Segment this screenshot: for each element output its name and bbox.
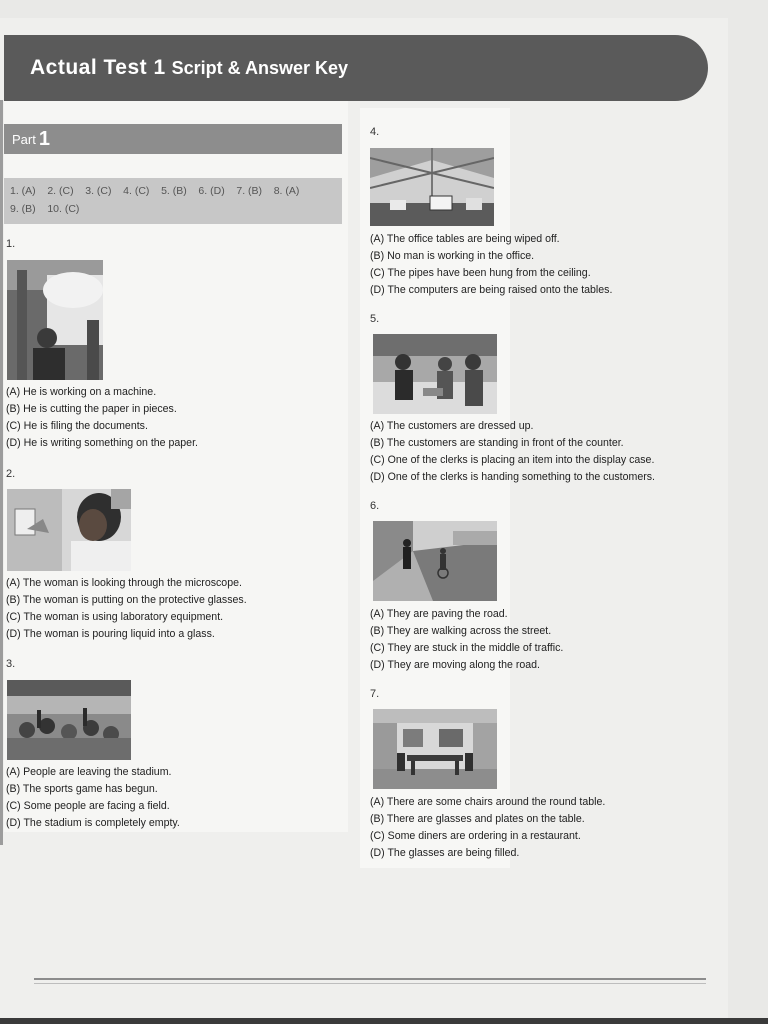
option: (C) One of the clerks is placing an item into the display case. — [370, 454, 655, 466]
part-number: 1 — [38, 127, 50, 150]
answer-key-box — [4, 178, 342, 224]
option: (D) The computers are being raised onto the tables. — [370, 284, 613, 296]
option: (A) People are leaving the stadium. — [6, 766, 172, 778]
question-6-options — [370, 606, 563, 674]
question-1-photo — [7, 260, 103, 380]
option: (C) The woman is using laboratory equipment. — [6, 611, 224, 623]
question-number: 4. — [370, 126, 380, 138]
question-number: 2. — [6, 468, 16, 480]
option: (C) The pipes have been hung from the ceiling. — [370, 267, 591, 279]
option: (C) They are stuck in the middle of traffic. — [370, 642, 564, 654]
question-4-photo — [370, 148, 494, 226]
option: (B) No man is working in the office. — [370, 250, 535, 262]
question-3-options — [6, 764, 180, 832]
question-1-options — [6, 384, 198, 452]
question-3-photo — [7, 680, 131, 760]
question-5-photo — [373, 334, 497, 414]
question-number: 7. — [370, 688, 380, 700]
question-7-photo — [373, 709, 497, 789]
answer-key-line-2: 9. (B) 10. (C) — [10, 203, 80, 215]
header-banner — [4, 35, 708, 101]
footer-rule — [34, 978, 706, 980]
question-4-options — [370, 231, 612, 299]
part-label: Part — [12, 131, 36, 147]
question-5-options — [370, 418, 655, 486]
option: (B) They are walking across the street. — [370, 625, 552, 637]
option: (B) The customers are standing in front of the counter. — [370, 437, 624, 449]
option: (A) The office tables are being wiped off. — [370, 233, 560, 245]
option: (D) The stadium is completely empty. — [6, 817, 180, 829]
option: (D) The glasses are being filled. — [370, 847, 520, 859]
binding-edge — [0, 100, 3, 845]
option: (B) The sports game has begun. — [6, 783, 158, 795]
answer-key-line-1: 1. (A) 2. (C) 3. (C) 4. (C) 5. (B) 6. (D) 7. (B) 8. (A) — [10, 185, 300, 197]
question-7-options — [370, 794, 605, 862]
question-number: 6. — [370, 500, 380, 512]
part-heading — [4, 124, 342, 154]
option: (C) He is filing the documents. — [6, 420, 148, 432]
question-number: 3. — [6, 658, 16, 670]
option: (A) They are paving the road. — [370, 608, 508, 620]
page-subtitle: Script & Answer Key — [171, 57, 349, 78]
scan-bottom-edge — [0, 1018, 768, 1024]
option: (A) He is working on a machine. — [6, 386, 157, 398]
option: (A) The woman is looking through the microscope. — [6, 577, 242, 589]
question-number: 1. — [6, 238, 16, 250]
option: (C) Some people are facing a field. — [6, 800, 170, 812]
question-2-photo — [7, 489, 131, 571]
option: (B) There are glasses and plates on the table. — [370, 813, 585, 825]
option: (D) They are moving along the road. — [370, 659, 540, 671]
question-2-options — [6, 575, 247, 643]
option: (D) The woman is pouring liquid into a glass. — [6, 628, 215, 640]
question-6-photo — [373, 521, 497, 601]
option: (A) There are some chairs around the round table. — [370, 796, 606, 808]
option: (B) The woman is putting on the protective glasses. — [6, 594, 247, 606]
footer-rule-thin — [34, 983, 706, 984]
option: (D) He is writing something on the paper. — [6, 437, 198, 449]
option: (D) One of the clerks is handing something to the customers. — [370, 471, 655, 483]
option: (B) He is cutting the paper in pieces. — [6, 403, 177, 415]
page-title: Actual Test 1 — [30, 56, 166, 79]
option: (C) Some diners are ordering in a restaurant. — [370, 830, 581, 842]
option: (A) The customers are dressed up. — [370, 420, 534, 432]
question-number: 5. — [370, 313, 380, 325]
